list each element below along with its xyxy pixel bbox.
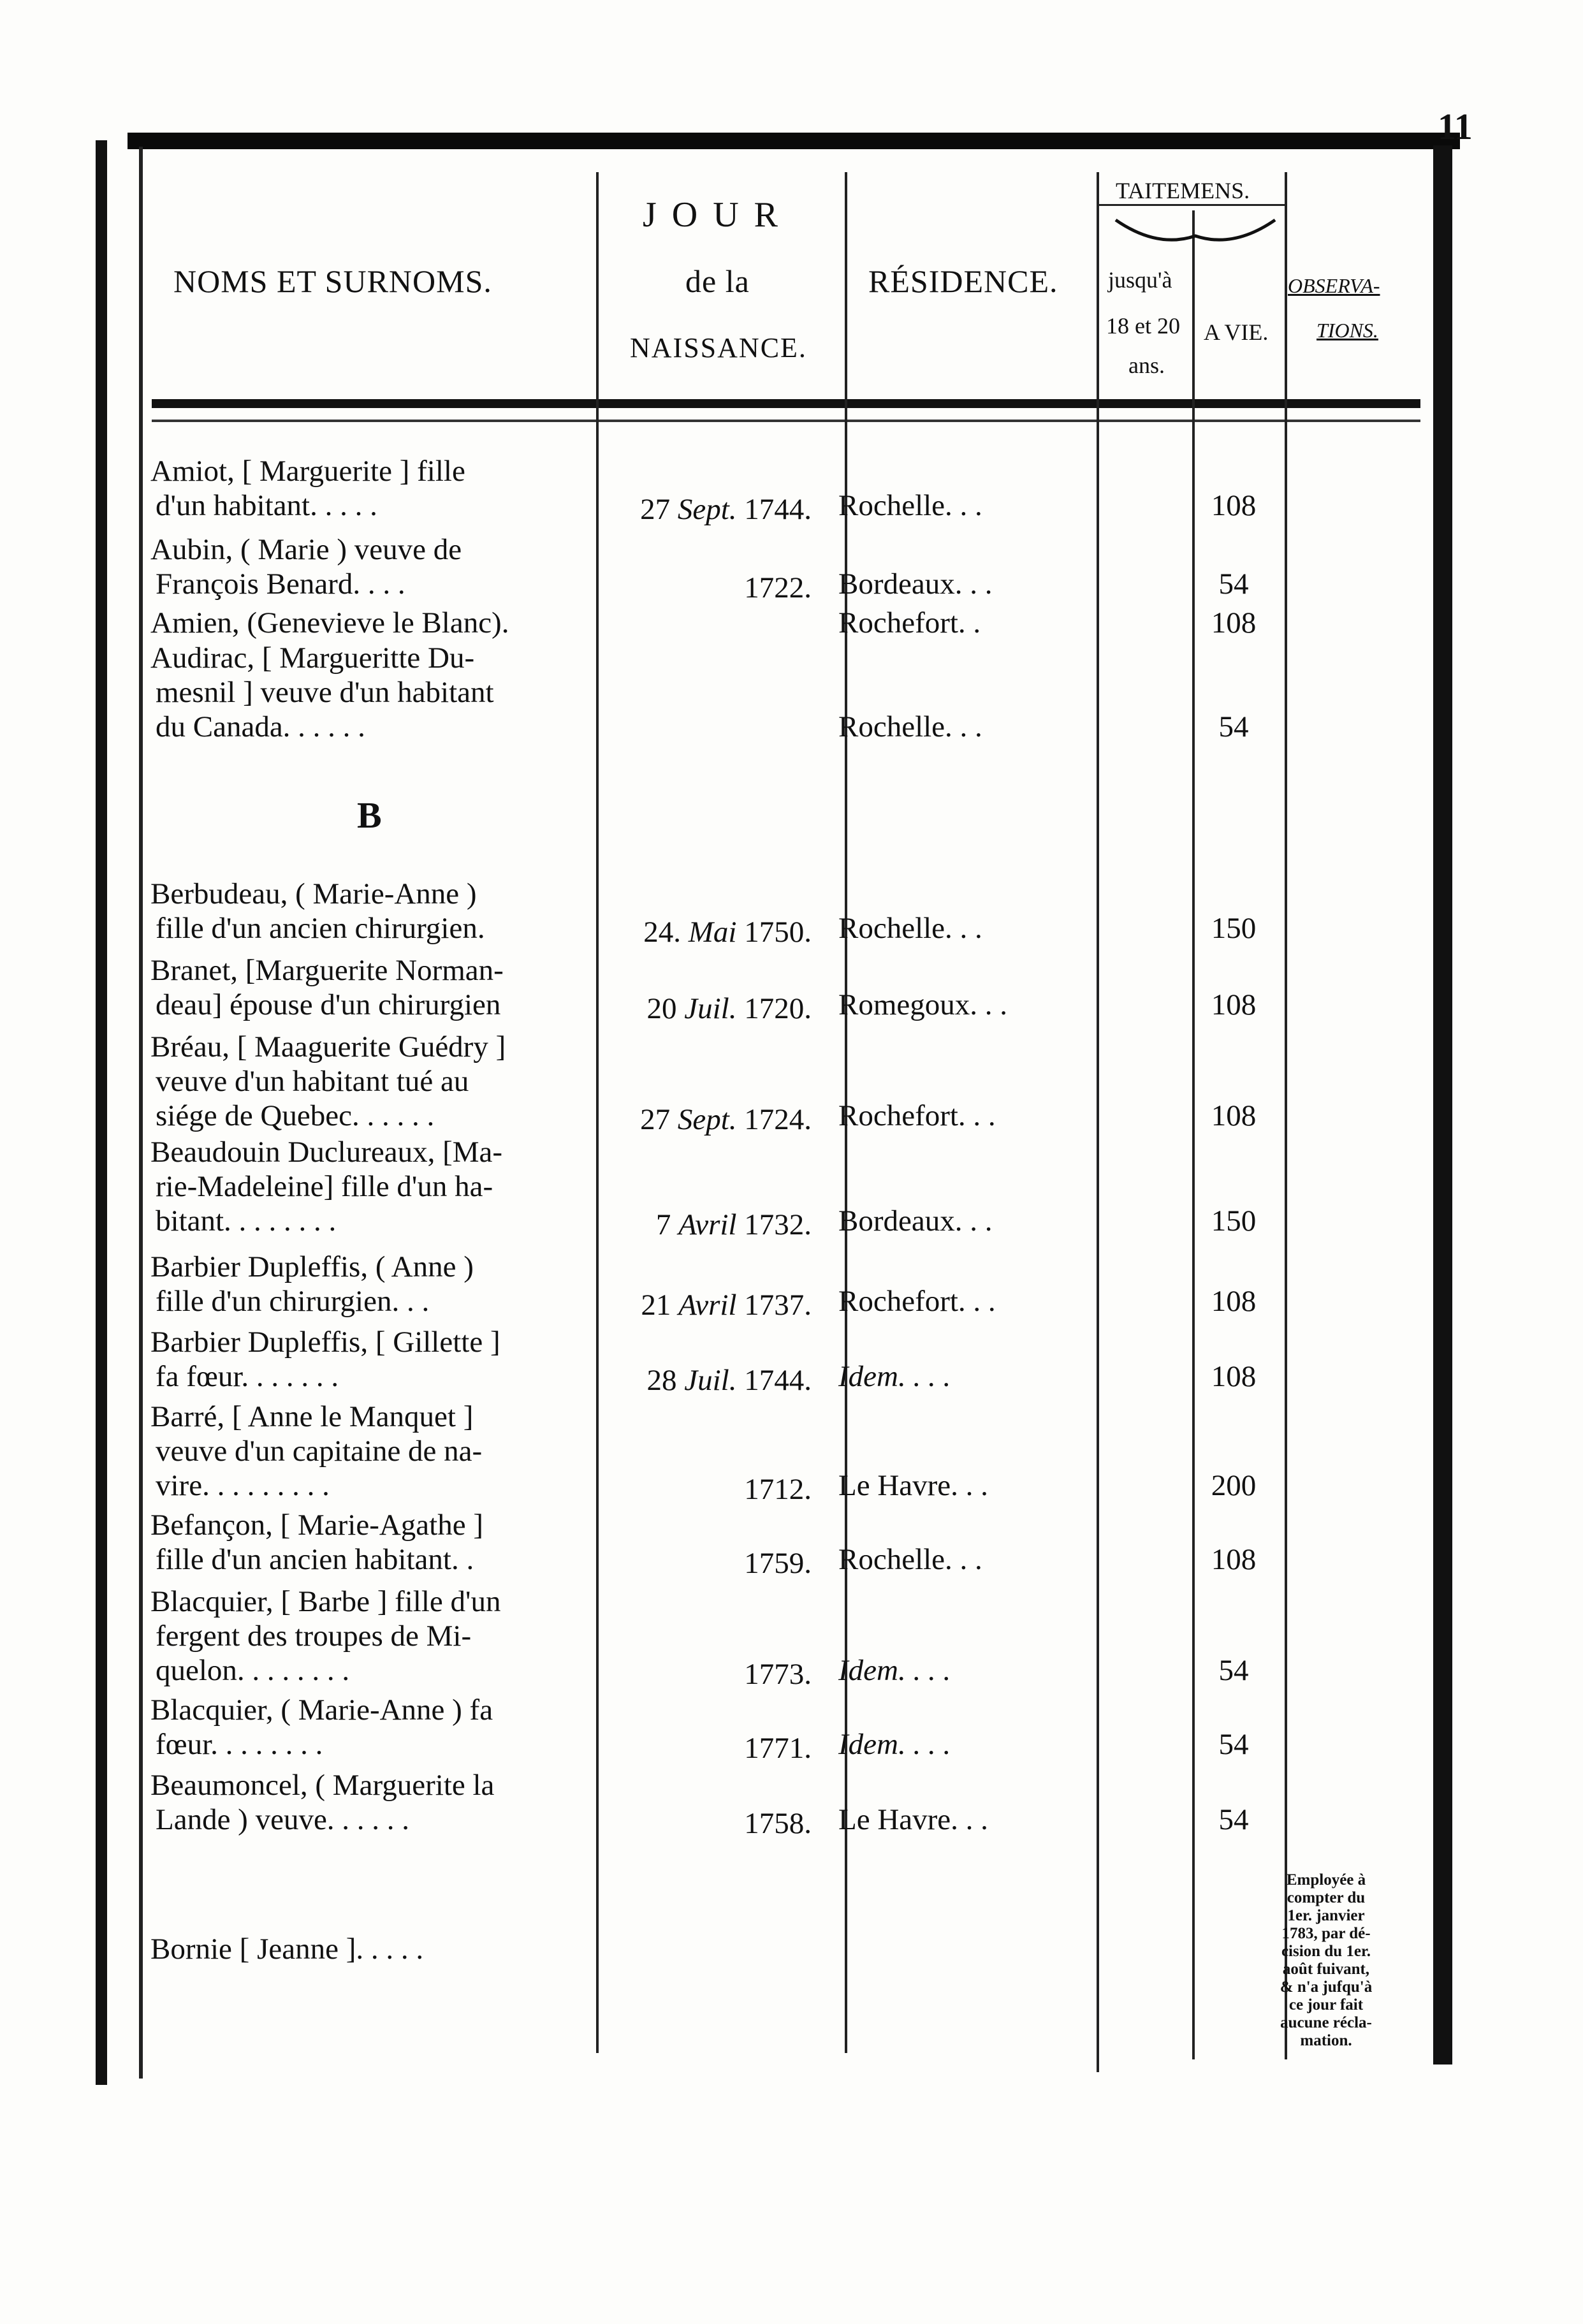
col-divider-noms [596, 172, 599, 2053]
entry-date-year: 1773. [744, 1658, 812, 1691]
header-naissance: NAISSANCE. [630, 332, 807, 363]
entry-amount: 108 [1211, 1285, 1257, 1318]
entry-date-day: 20 [646, 992, 677, 1025]
entry-residence: Rochefort. . [838, 606, 981, 639]
entry-date [744, 1472, 812, 1507]
entry-date-year: 1724. [744, 1103, 812, 1136]
entry-date-month: Avril [678, 1208, 737, 1241]
col-divider-jusqua [1192, 210, 1195, 2059]
entry-date [647, 1363, 812, 1398]
entry-date-year: 1722. [744, 571, 812, 604]
entry-date-month: Sept. [677, 493, 737, 526]
entry-amount: 54 [1218, 1803, 1249, 1836]
header-de-la: de la [685, 263, 750, 299]
entry-name-line: fa fœur. . . . . . . [156, 1360, 339, 1393]
entry-name [150, 606, 584, 640]
entry-name-line: siége de Quebec. . . . . . [156, 1099, 435, 1132]
entry-name-line: François Benard. . . . [156, 567, 405, 601]
entry-residence: Rochefort. . . [838, 1099, 996, 1132]
entry-amount: 54 [1218, 1728, 1249, 1761]
observation-note-line: 1783, par dé- [1281, 1925, 1371, 1942]
entry-name [150, 877, 584, 946]
entry-date [744, 1546, 812, 1581]
entry-date [744, 1657, 812, 1692]
entry-name-line: Barbier Dupleffis, ( Anne ) [150, 1250, 474, 1283]
header-noms: NOMS ET SURNOMS. [173, 263, 492, 299]
entry-amount: 54 [1218, 710, 1249, 743]
header-traitemens: TAITEMENS. [1116, 178, 1250, 203]
brace-icon [1112, 214, 1278, 252]
entry-residence: Rochelle. . . [838, 1543, 982, 1576]
traitemens-underline [1097, 204, 1285, 206]
entry-date [744, 571, 812, 605]
entry-residence: Le Havre. . . [838, 1469, 988, 1502]
observation-note-line: Employée à [1286, 1871, 1366, 1889]
entry-date-month: Sept. [677, 1103, 737, 1136]
entry-residence: Bordeaux. . . [838, 1204, 993, 1238]
entry-name [150, 1135, 584, 1238]
entry-name-line: veuve d'un capitaine de na- [156, 1435, 483, 1468]
entry-residence: Rochelle. . . [838, 912, 982, 945]
entry-name-line: fergent des troupes de Mi- [156, 1619, 472, 1653]
entry-amount: 150 [1211, 912, 1257, 945]
header-rule [152, 399, 1420, 408]
entry-name-line: Blacquier, [ Barbe ] fille d'un [150, 1585, 501, 1618]
entry-amount: 150 [1211, 1204, 1257, 1238]
entry-date-year: 1758. [744, 1807, 812, 1840]
entry-name-line: fille d'un chirurgien. . . [156, 1285, 430, 1318]
entry-name [150, 1768, 584, 1837]
entry-date-year: 1720. [744, 992, 812, 1025]
header-rule-thin [152, 420, 1420, 422]
entry-residence: Rochelle. . . [838, 489, 982, 522]
entry-date-year: 1737. [744, 1289, 812, 1322]
entry-date-year: 1744. [744, 1364, 812, 1397]
entry-name-line: Aubin, ( Marie ) veuve de [150, 533, 462, 566]
entry-name-line: bitant. . . . . . . . [156, 1204, 337, 1238]
entry-residence: Le Havre. . . [838, 1803, 988, 1836]
entry-name [150, 532, 584, 601]
entry-amount: 108 [1211, 489, 1257, 522]
entry-date [640, 492, 812, 527]
entry-name-line: Amiot, [ Marguerite ] fille [150, 455, 465, 488]
entry-name-line: fille d'un ancien habitant. . [156, 1543, 474, 1576]
entry-name-line: quelon. . . . . . . . [156, 1654, 350, 1687]
entry-date-day: 21 [641, 1289, 671, 1322]
entry-residence: Rochefort. . . [838, 1285, 996, 1318]
entry-amount: 108 [1211, 1360, 1257, 1393]
entry-name-line: Beaudouin Duclureaux, [Ma- [150, 1136, 503, 1169]
entry-date-day: 24. [643, 916, 682, 949]
observation-note-line: mation. [1300, 2032, 1352, 2049]
entry-name-line: fille d'un ancien chirurgien. [156, 912, 485, 945]
entry-name [150, 1325, 584, 1394]
entry-name-line: Befançon, [ Marie-Agathe ] [150, 1509, 483, 1542]
header-18-20: 18 et 20 [1106, 313, 1180, 339]
entry-date-day: 27 [640, 493, 671, 526]
entry-name-line: du Canada. . . . . . [156, 710, 365, 743]
entry-amount: 108 [1211, 606, 1257, 639]
entry-name [150, 1030, 584, 1133]
entry-residence: Rochelle. . . [838, 710, 982, 743]
entry-date-month: Juil. [684, 1364, 737, 1397]
entry-date-year: 1750. [744, 916, 812, 949]
entry-name [150, 1932, 584, 1966]
entry-name [150, 1508, 584, 1577]
entry-date-month: Mai [688, 916, 737, 949]
section-letter: B [357, 794, 382, 836]
entry-name-line: Amien, (Genevieve le Blanc). [150, 606, 509, 639]
entry-name [150, 1584, 584, 1688]
entry-name-line: Blacquier, ( Marie-Anne ) fa [150, 1693, 493, 1727]
observation-note-line: aucune récla- [1280, 2014, 1372, 2031]
observation-note-line: 1er. janvier [1287, 1907, 1365, 1924]
entry-residence: Idem. . . . [838, 1360, 951, 1393]
entry-name-line: Berbudeau, ( Marie-Anne ) [150, 877, 477, 910]
entry-name-line: Barbier Dupleffis, [ Gillette ] [150, 1326, 500, 1359]
entry-date-year: 1732. [744, 1208, 812, 1241]
entry-amount: 108 [1211, 988, 1257, 1021]
entry-date [744, 1731, 812, 1765]
entry-date [641, 1288, 812, 1322]
header-ans: ans. [1128, 353, 1165, 378]
header-observations-1: OBSERVA- [1288, 274, 1380, 297]
entry-name [150, 454, 584, 523]
col-divider-residence [1097, 172, 1099, 2072]
entry-date-year: 1744. [744, 493, 812, 526]
entry-name-line: vire. . . . . . . . . [156, 1469, 330, 1502]
right-rule [1433, 145, 1452, 2065]
entry-name-line: Bréau, [ Maaguerite Guédry ] [150, 1030, 506, 1063]
entry-date [656, 1208, 812, 1242]
observation-note [1246, 1871, 1406, 2050]
entry-amount: 108 [1211, 1099, 1257, 1132]
observation-note-line: & n'a jufqu'à [1280, 1978, 1373, 1996]
entry-name [150, 641, 584, 744]
entry-name [150, 1693, 584, 1762]
entry-name-line: fœur. . . . . . . . [156, 1728, 323, 1761]
entry-date [643, 915, 812, 949]
entry-name [150, 1250, 584, 1319]
entry-date [640, 1102, 812, 1137]
entry-residence: Bordeaux. . . [838, 567, 993, 601]
observation-note-line: compter du [1287, 1889, 1366, 1906]
entry-date-year: 1771. [744, 1732, 812, 1765]
observation-note-line: août fuivant, [1282, 1961, 1370, 1978]
entry-date [744, 1806, 812, 1841]
entry-date-day: 28 [646, 1364, 677, 1397]
top-rule [128, 133, 1460, 149]
entry-date-day: 27 [640, 1103, 671, 1136]
entry-amount: 200 [1211, 1469, 1257, 1502]
entry-date-month: Avril [678, 1289, 737, 1322]
entry-name-line: Audirac, [ Margueritte Du- [150, 641, 475, 675]
col-divider-avie [1285, 172, 1287, 2059]
entry-name-line: Beaumoncel, ( Marguerite la [150, 1769, 495, 1802]
entry-date-year: 1759. [744, 1547, 812, 1580]
entry-residence: Romegoux. . . [838, 988, 1008, 1021]
header-jour: JOUR [643, 195, 794, 235]
entry-name-line: rie-Madeleine] fille d'un ha- [156, 1170, 493, 1203]
left-rule [96, 140, 107, 2085]
entry-amount: 108 [1211, 1543, 1257, 1576]
entry-name-line: deau] épouse d'un chirurgien [156, 988, 501, 1021]
entry-name-line: Barré, [ Anne le Manquet ] [150, 1400, 474, 1433]
header-a-vie: A VIE. [1204, 319, 1269, 345]
entry-amount: 54 [1218, 1654, 1249, 1687]
entry-residence: Idem. . . . [838, 1654, 951, 1687]
entry-name-line: d'un habitant. . . . . [156, 489, 377, 522]
header-observations-2: TIONS. [1317, 319, 1378, 342]
entry-name-line: mesnil ] veuve d'un habitant [156, 676, 494, 709]
entry-name-line: Bornie [ Jeanne ]. . . . . [150, 1933, 424, 1966]
observation-note-line: cision du 1er. [1281, 1943, 1371, 1960]
entry-name-line: Lande ) veuve. . . . . . [156, 1803, 410, 1836]
header-residence: RÉSIDENCE. [868, 263, 1058, 299]
entry-date-day: 7 [655, 1208, 671, 1241]
header-jusqua: jusqu'à [1108, 267, 1172, 293]
entry-date-month: Juil. [684, 992, 737, 1025]
observation-note-line: ce jour fait [1288, 1996, 1364, 2013]
entry-name [150, 953, 584, 1022]
entry-name-line: veuve d'un habitant tué au [156, 1065, 469, 1098]
entry-date-year: 1712. [744, 1473, 812, 1506]
entry-name-line: Branet, [Marguerite Norman- [150, 954, 504, 987]
left-inner-rule [139, 147, 143, 2079]
entry-amount: 54 [1218, 567, 1249, 601]
entry-name [150, 1400, 584, 1503]
entry-date [647, 991, 812, 1026]
entry-residence: Idem. . . . [838, 1728, 951, 1761]
page-number: 11 [1438, 106, 1473, 147]
